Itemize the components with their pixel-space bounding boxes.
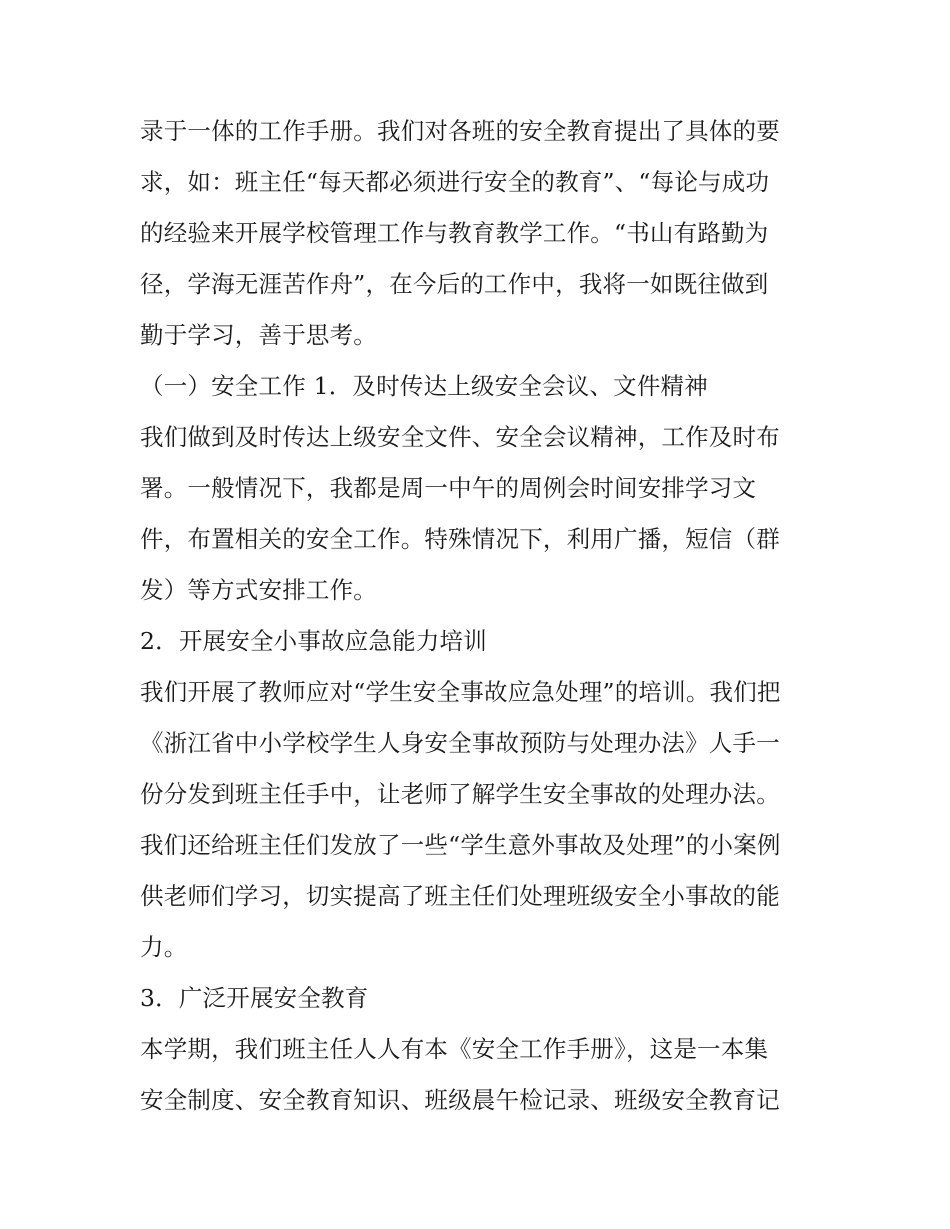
text-line: 供老师们学习，切实提高了班主任们处理班级安全小事故的能	[140, 882, 780, 910]
text-line: 录于一体的工作手册。我们对各班的安全教育提出了具体的要	[140, 117, 780, 145]
text-line: 本学期，我们班主任人人有本《安全工作手册》，这是一本集	[140, 1035, 769, 1063]
section-heading: （一）安全工作 1．及时传达上级安全会议、文件精神	[140, 372, 708, 400]
text-line: 径，学海无涯苦作舟”，在今后的工作中，我将一如既往做到	[140, 270, 769, 298]
text-line: 件，布置相关的安全工作。特殊情况下，利用广播，短信（群	[140, 525, 780, 553]
section-heading: 3．广泛开展安全教育	[140, 984, 369, 1012]
text-line: 发）等方式安排工作。	[140, 576, 377, 604]
text-line: 《浙江省中小学校学生人身安全事故预防与处理办法》人手一	[140, 729, 780, 757]
text-line: 我们开展了教师应对“学生安全事故应急处理”的培训。我们把	[140, 678, 781, 706]
text-line: 力。	[140, 933, 188, 961]
text-line: 勤于学习，善于思考。	[140, 321, 377, 349]
text-line: 我们做到及时传达上级安全文件、安全会议精神，工作及时布	[140, 423, 780, 451]
text-line: 的经验来开展学校管理工作与教育教学工作。“书山有路勤为	[140, 219, 769, 247]
text-line: 署。一般情况下，我都是周一中午的周例会时间安排学习文	[140, 474, 757, 502]
text-line: 份分发到班主任手中，让老师了解学生安全事故的处理办法。	[140, 780, 780, 808]
text-line: 求，如：班主任“每天都必须进行安全的教育”、“每论与成功	[140, 168, 770, 196]
text-line: 安全制度、安全教育知识、班级晨午检记录、班级安全教育记	[140, 1086, 780, 1114]
section-heading: 2．开展安全小事故应急能力培训	[140, 627, 487, 655]
document-page	[140, 106, 820, 1126]
text-line: 我们还给班主任们发放了一些“学生意外事故及处理”的小案例	[140, 831, 781, 859]
